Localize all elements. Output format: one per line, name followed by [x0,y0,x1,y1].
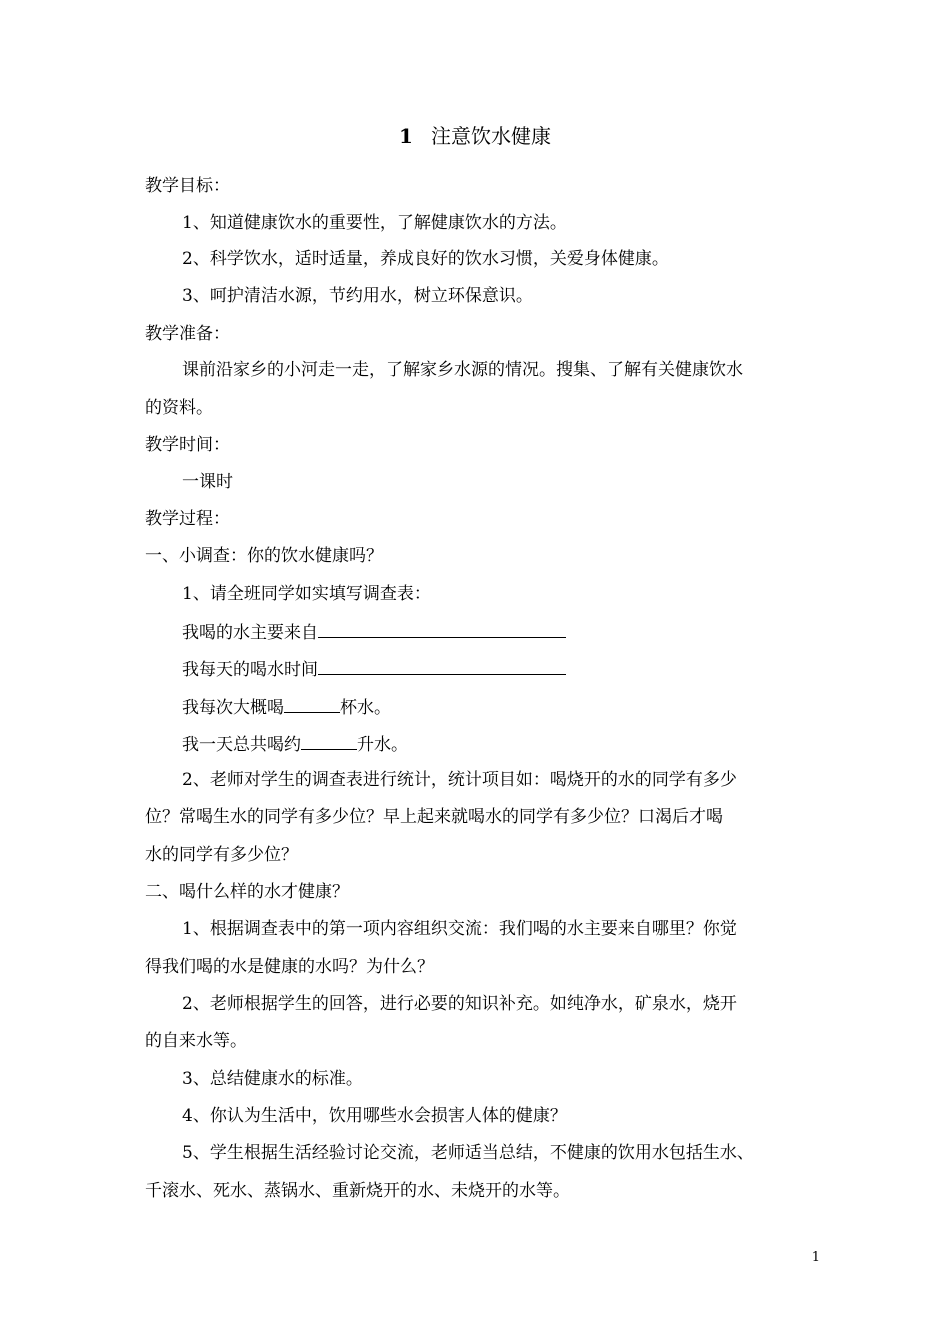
objectives-heading: 教学目标： [145,176,230,196]
survey-question-4 [182,731,815,757]
survey-q4-blank [301,731,357,750]
time-heading: 教学时间： [145,435,230,455]
survey-question-3 [182,694,815,720]
section-2-item-3: 3、总结健康水的标准。 [182,1069,363,1089]
survey-q1-label: 我喝的水主要来自 [182,623,318,643]
survey-q3-label: 我每次大概喝 [182,698,284,718]
survey-q2-label: 我每天的喝水时间 [182,660,318,680]
section-2-item-4: 4、你认为生活中，饮用哪些水会损害人体的健康？ [182,1106,567,1126]
survey-q4-label: 我一天总共喝约 [182,735,301,755]
objective-item-3: 3、呵护清洁水源，节约用水，树立环保意识。 [182,286,533,306]
title-number: 1 [399,124,413,148]
survey-q2-blank [318,656,566,675]
section-1-item-1: 1、请全班同学如实填写调查表： [182,584,431,604]
section-1-heading: 一、小调查：你的饮水健康吗？ [145,546,383,566]
section-2-item-2-line-2: 的自来水等。 [145,1031,247,1051]
survey-q3-blank [284,694,340,713]
title-text: 注意饮水健康 [430,124,551,148]
survey-question-1 [182,619,815,645]
objective-item-1: 1、知道健康饮水的重要性，了解健康饮水的方法。 [182,213,567,233]
section-2-item-1-line-1: 1、根据调查表中的第一项内容组织交流：我们喝的水主要来自哪里？你觉 [182,919,737,939]
survey-q4-suffix: 升水。 [357,735,408,755]
section-2-item-1-line-2: 得我们喝的水是健康的水吗？为什么？ [145,957,434,977]
section-2-item-5-line-2: 千滚水、死水、蒸锅水、重新烧开的水、未烧开的水等。 [145,1181,570,1201]
section-2-item-2-line-1: 2、老师根据学生的回答，进行必要的知识补充。如纯净水，矿泉水，烧开 [182,994,737,1014]
preparation-text-line-2: 的资料。 [145,398,213,418]
survey-question-2 [182,656,815,682]
preparation-text-line-1: 课前沿家乡的小河走一走，了解家乡水源的情况。搜集、了解有关健康饮水 [182,360,743,380]
survey-q3-suffix: 杯水。 [340,698,391,718]
section-1-item-2-line-1: 2、老师对学生的调查表进行统计，统计项目如：喝烧开的水的同学有多少 [182,770,737,790]
objective-item-2: 2、科学饮水，适时适量，养成良好的饮水习惯，关爱身体健康。 [182,249,669,269]
page-number: 1 [811,1250,820,1265]
preparation-heading: 教学准备： [145,324,230,344]
page-title [0,122,950,150]
survey-q1-blank [318,619,566,638]
time-value: 一课时 [182,472,233,492]
section-2-item-5-line-1: 5、学生根据生活经验讨论交流，老师适当总结，不健康的饮用水包括生水、 [182,1143,754,1163]
section-2-heading: 二、喝什么样的水才健康？ [145,882,349,902]
section-1-item-2-line-2: 位？常喝生水的同学有多少位？早上起来就喝水的同学有多少位？口渴后才喝 [145,807,723,827]
section-1-item-2-line-3: 水的同学有多少位？ [145,845,298,865]
process-heading: 教学过程： [145,509,230,529]
